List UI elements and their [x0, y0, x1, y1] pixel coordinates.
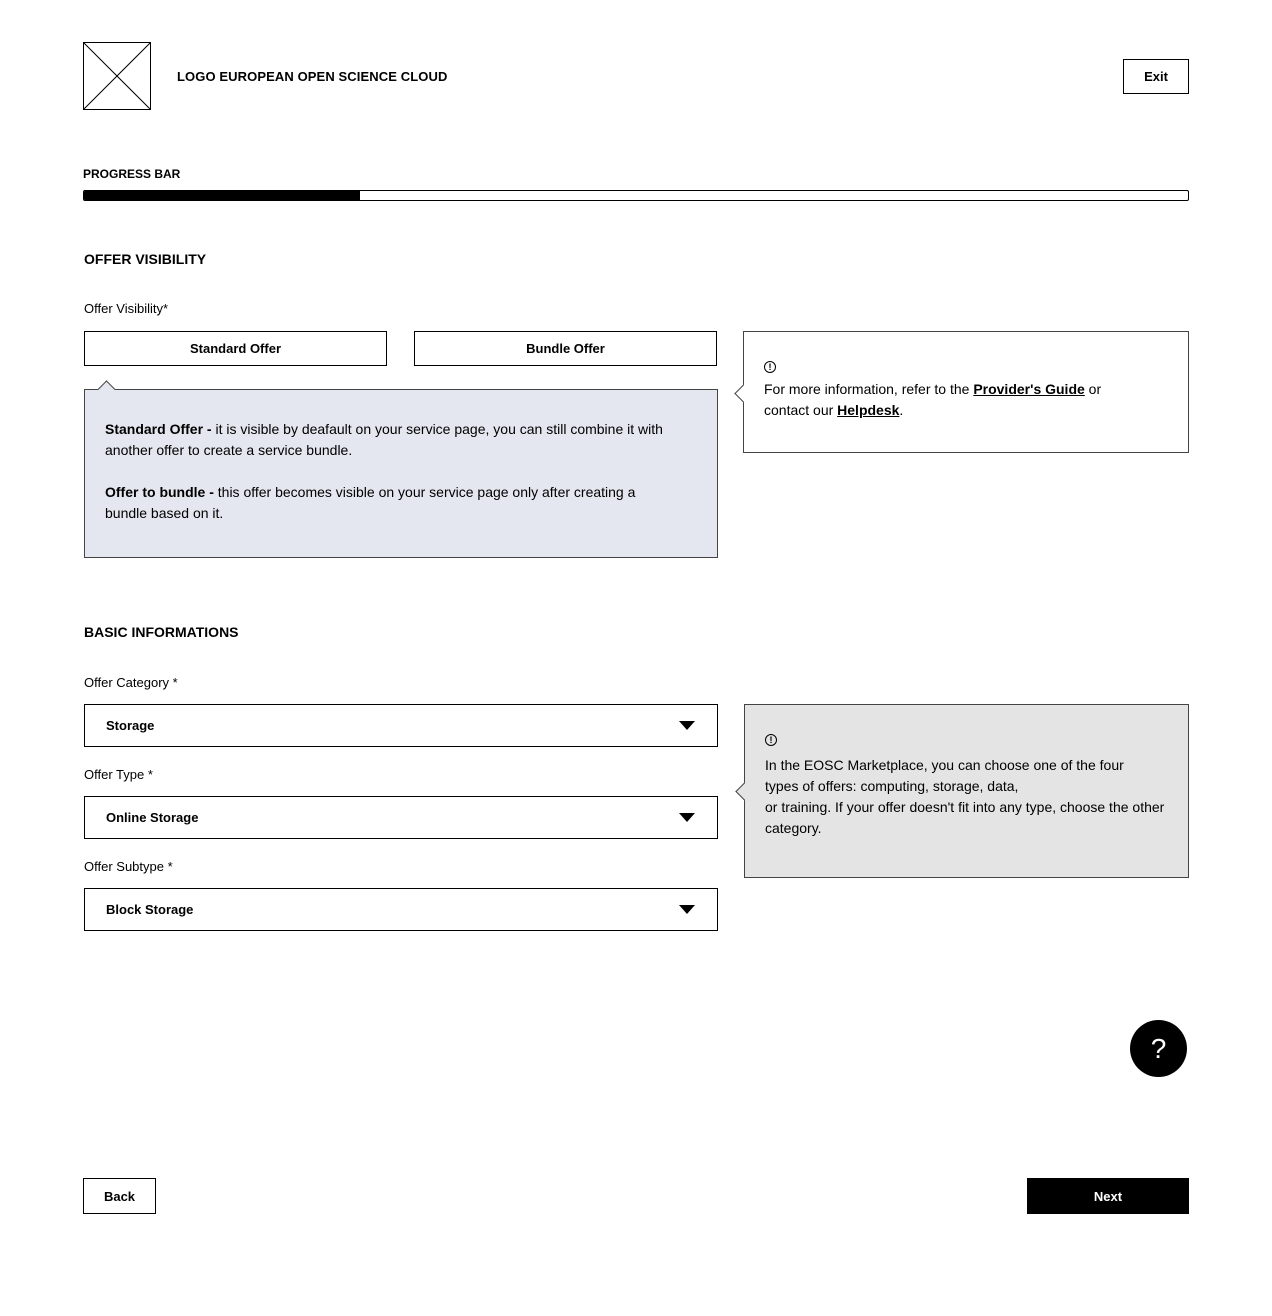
offer-type-value: Online Storage [106, 810, 199, 825]
caret-down-icon [679, 905, 695, 914]
help-button[interactable]: ? [1130, 1020, 1187, 1077]
caret-down-icon [679, 813, 695, 822]
info-icon: ! [765, 734, 777, 746]
offer-types-info-card [744, 704, 1189, 878]
provider-guide-info-card [743, 331, 1189, 453]
bundle-offer-term: Offer to bundle - [105, 484, 218, 500]
info-icon: ! [764, 361, 776, 373]
helpdesk-link[interactable]: Helpdesk [837, 402, 900, 418]
offer-category-select[interactable] [84, 704, 718, 747]
standard-offer-explanation [105, 419, 697, 461]
caret-down-icon [679, 721, 695, 730]
info-text-middle: or contact our [764, 381, 1102, 418]
next-button[interactable]: Next [1027, 1178, 1189, 1214]
offer-visibility-explanation [84, 389, 718, 558]
standard-offer-text: it is visible by deafault on your service page, you can still combine it with another offer to create a service bundle. [105, 421, 663, 458]
offer-subtype-select[interactable] [84, 888, 718, 931]
standard-offer-term: Standard Offer - [105, 421, 216, 437]
info-text-after: . [899, 402, 904, 418]
progress-fill [84, 191, 360, 200]
offer-category-value: Storage [106, 718, 155, 733]
progress-bar [83, 190, 1189, 201]
providers-guide-link[interactable]: Provider's Guide [973, 381, 1085, 397]
logo-placeholder [83, 42, 151, 110]
offer-visibility-label: Offer Visibility* [84, 301, 169, 316]
provider-guide-info-text [764, 379, 1144, 421]
offer-types-info-line2: or training. If your offer doesn't fit into any type, choose the other category. [765, 799, 1165, 836]
offer-type-label: Offer Type * [84, 767, 153, 782]
progress-label: PROGRESS BAR [83, 167, 181, 181]
logo-placeholder-icon [84, 43, 150, 109]
bundle-offer-text: this offer becomes visible on your service page only after creating a bundle based on it. [105, 484, 636, 521]
back-button[interactable]: Back [83, 1178, 156, 1214]
bundle-offer-explanation [105, 482, 675, 524]
offer-type-select[interactable] [84, 796, 718, 839]
offer-category-label: Offer Category * [84, 675, 178, 690]
offer-subtype-value: Block Storage [106, 902, 194, 917]
offer-visibility-title: OFFER VISIBILITY [84, 251, 207, 267]
logo-text: LOGO EUROPEAN OPEN SCIENCE CLOUD [177, 69, 448, 84]
exit-button[interactable]: Exit [1123, 59, 1189, 94]
offer-subtype-label: Offer Subtype * [84, 859, 173, 874]
bundle-offer-button[interactable]: Bundle Offer [414, 331, 717, 366]
standard-offer-button[interactable]: Standard Offer [84, 331, 387, 366]
offer-types-info-line1: In the EOSC Marketplace, you can choose one of the four types of offers: computing, storage, data, [765, 757, 1124, 794]
info-text-before: For more information, refer to the [764, 381, 974, 397]
basic-informations-title: BASIC INFORMATIONS [84, 624, 239, 640]
